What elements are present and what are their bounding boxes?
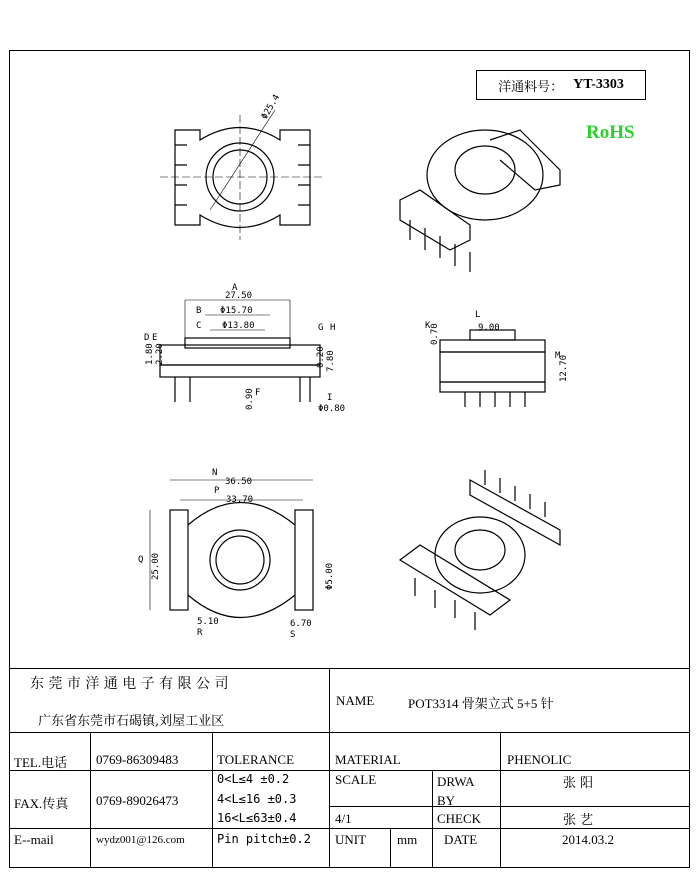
email-label: E--mail xyxy=(14,832,54,847)
name-value: POT3314 骨架立式 5+5 针 xyxy=(408,696,554,711)
dim-k-value: 0.70 xyxy=(430,323,440,345)
check-value: 张 艺 xyxy=(563,813,594,828)
tolerance-row-4: Pin pitch±0.2 xyxy=(217,832,311,846)
tb-line-v3 xyxy=(390,828,391,868)
dim-i-value: Φ0.80 xyxy=(318,404,346,414)
dim-l-value: 9.00 xyxy=(478,323,500,333)
dim-d-value: 1.80 xyxy=(145,343,155,365)
email-value: wydz001@126.com xyxy=(96,834,185,846)
dim-c-value: Φ13.80 xyxy=(222,321,255,331)
tolerance-label: TOLERANCE xyxy=(217,752,295,767)
tel-label: TEL.电话 xyxy=(14,755,68,770)
dim-r-letter: R xyxy=(197,628,203,638)
scale-label: SCALE xyxy=(335,772,377,787)
part-number-value: YT-3303 xyxy=(573,77,624,92)
company-address: 广东省东莞市石碣镇,刘屋工业区 xyxy=(38,714,225,729)
check-label: CHECK xyxy=(437,811,482,826)
tel-value: 0769-86309483 xyxy=(96,752,179,767)
dim-g-letter: G xyxy=(318,323,324,333)
tb-line-v1 xyxy=(90,732,91,868)
dim-p-value: 33.70 xyxy=(226,495,254,505)
tb-line-4 xyxy=(9,828,690,829)
dim-i-letter: I xyxy=(327,393,333,403)
dim-q-letter: Q xyxy=(138,555,144,565)
dim-h-value: 7.80 xyxy=(326,350,336,372)
top-view xyxy=(160,93,325,240)
material-label: MATERIAL xyxy=(335,752,401,767)
diam-top-label: Φ25.4 xyxy=(259,93,283,122)
dim-a-letter: A xyxy=(232,283,238,293)
dim-d-letter: D xyxy=(144,333,150,343)
tolerance-row-2: 4<L≤16 ±0.3 xyxy=(217,792,297,806)
dim-q-value: 25.00 xyxy=(151,552,161,580)
dim-g-value: 0.20 xyxy=(316,346,326,368)
drawn-value: 张 阳 xyxy=(563,776,594,791)
dim-b-letter: B xyxy=(196,306,202,316)
dim-s-value: 6.70 xyxy=(290,619,312,629)
dim-p-letter: P xyxy=(214,486,220,496)
dim-k-letter: K xyxy=(425,321,431,331)
dim-b-value: Φ15.70 xyxy=(220,306,253,316)
tb-line-v5 xyxy=(500,732,501,868)
unit-value: mm xyxy=(397,832,418,847)
company-name: 东 莞 市 洋 通 电 子 有 限 公 司 xyxy=(30,676,229,692)
name-label: NAME xyxy=(336,693,375,708)
dim-s-letter: S xyxy=(290,630,296,640)
tolerance-row-3: 16<L≤63±0.4 xyxy=(217,811,297,825)
dim-m-letter: M xyxy=(555,351,561,361)
dim-a-value: 27.50 xyxy=(225,291,253,301)
dim-h-letter: H xyxy=(330,323,336,333)
unit-label: UNIT xyxy=(335,832,367,847)
dim-m-value: 12.70 xyxy=(559,354,569,382)
tb-line-top xyxy=(9,668,690,669)
dim-f-letter: F xyxy=(255,388,261,398)
dim-e-value: 2.20 xyxy=(155,343,165,365)
date-value: 2014.03.2 xyxy=(562,832,614,847)
iso-view-bottom xyxy=(400,470,560,630)
tb-line-name xyxy=(329,668,330,868)
tb-line-v4 xyxy=(432,770,433,868)
dim-n-letter: N xyxy=(212,468,218,478)
drawn-label: DRWA BY xyxy=(437,774,474,808)
side-view xyxy=(440,330,545,407)
diam-bot-label: Φ5.00 xyxy=(325,562,335,590)
tb-line-3 xyxy=(329,806,690,807)
tb-line-v2 xyxy=(212,732,213,868)
dim-n-value: 36.50 xyxy=(225,477,253,487)
dim-c-letter: C xyxy=(196,321,202,331)
dim-f-value: 0.90 xyxy=(245,388,255,410)
date-label: DATE xyxy=(444,832,478,847)
dim-e-letter: E xyxy=(152,333,158,343)
material-value: PHENOLIC xyxy=(507,752,572,767)
scale-value: 4/1 xyxy=(335,811,352,826)
tolerance-row-1: 0<L≤4 ±0.2 xyxy=(217,772,290,786)
tb-line-2 xyxy=(9,770,690,771)
dim-l-letter: L xyxy=(475,310,481,320)
part-number-label: 洋通料号： xyxy=(498,79,564,95)
tb-line-1 xyxy=(9,732,690,733)
rohs-mark: RoHS xyxy=(586,122,635,143)
fax-label: FAX.传真 xyxy=(14,796,69,811)
iso-view-top xyxy=(400,130,560,272)
fax-value: 0769-89026473 xyxy=(96,793,179,808)
dim-r-value: 5.10 xyxy=(197,617,219,627)
